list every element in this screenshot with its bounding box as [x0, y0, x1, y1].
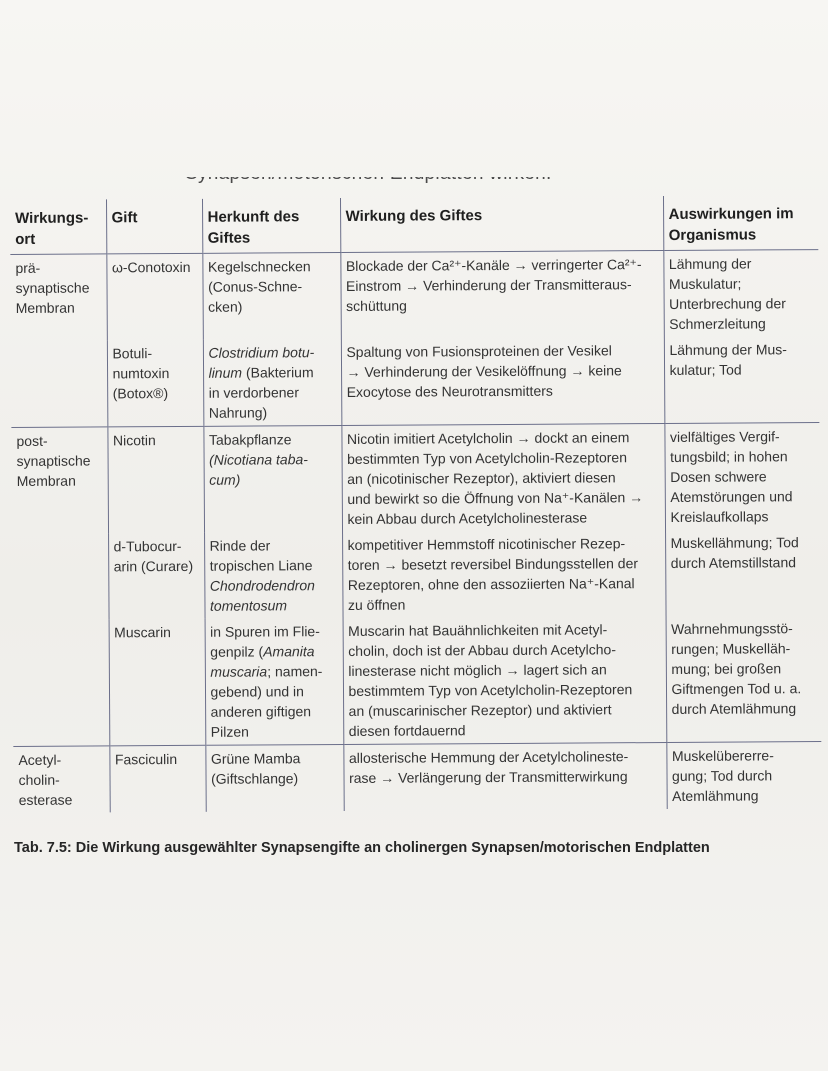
header-toxin: Gift [106, 199, 202, 254]
origin-cell: Tabakpflanze (Nicotiana taba- cum) [203, 425, 342, 532]
origin-cell: Grüne Mamba (Giftschlange) [205, 744, 343, 811]
effect-cell: allosterische Hemmung der Acetylcholineste- rase → Verlängerung der Transmitterwirkung [343, 743, 666, 811]
toxin-cell: Muscarin [109, 619, 206, 746]
origin-cell: Rinde der tropischen Liane Chondrodendron tomentosum [204, 532, 343, 619]
header-origin: Herkunft des Giftes [202, 198, 340, 253]
toxin-cell: Fasciculin [109, 745, 205, 812]
site-cell [12, 533, 109, 620]
site-cell: prä- synaptische Membran [15, 259, 90, 316]
site-cell: post- synaptische Membran [16, 432, 91, 489]
site-cell [13, 619, 110, 746]
header-impact: Auswirkungen im Organismus [663, 195, 818, 250]
table-header-row [10, 195, 818, 254]
effect-cell: Spaltung von Fusionsproteinen der Vesikel → Verhinderung der Vesikelöffnung → keine Exocytose des Neurotransmitters [341, 337, 665, 425]
site-cell [11, 340, 108, 427]
table-row [13, 615, 822, 746]
effect-cell: Muscarin hat Bauähnlichkeiten mit Acetyl- cholin, doch ist der Abbau durch Acetylcho- linesterase nicht möglich → lagert sich an bestimmtem Typ von Acetylcholin-Rezeptoren an (muscarinischer Rezeptor) und aktiviert diesen fortdauernd [343, 616, 667, 744]
toxin-cell: Nicotin [107, 426, 204, 533]
origin-cell: Kegelschnecken (Conus-Schne- cken) [202, 252, 341, 339]
origin-cell: in Spuren im Flie- genpilz (Amanita muscaria; namen- gebend) und in anderen giftigen Pilzen [205, 618, 344, 745]
effect-cell: Blockade der Ca²⁺-Kanäle → verringerter Ca²⁺- Einstrom → Verhinderung der Transmitteraus- schüttung [340, 251, 664, 339]
table-row [12, 529, 821, 620]
table-row [11, 336, 820, 427]
site-cell: Acetyl- cholin- esterase [18, 751, 73, 808]
impact-cell: Lähmung der Mus- kulatur; Tod [664, 336, 820, 423]
toxin-cell: ω-Conotoxin [106, 253, 203, 340]
header-effect: Wirkung des Giftes [340, 196, 663, 252]
table-caption: Tab. 7.5: Die Wirkung ausgewählter Synapsengifte an cholinergen Synapsen/motorischen Endplatten [14, 840, 710, 856]
impact-cell: vielfältiges Vergif- tungsbild; in hohen Dosen schwere Atemstörungen und Kreislaufkollaps [664, 423, 820, 530]
table-row [13, 742, 821, 813]
impact-cell: Muskelübererre- gung; Tod durch Atemlähmung [666, 742, 821, 809]
synapse-poison-table [10, 195, 822, 813]
header-site: Wirkungs- ort [10, 199, 106, 254]
impact-cell: Muskellähmung; Tod durch Atemstillstand [665, 529, 821, 616]
impact-cell: Wahrnehmungsstö- rungen; Muskelläh- mung; bei großen Giftmengen Tod u. a. durch Atemlähmung [666, 615, 822, 742]
origin-cell: Clostridium botu- linum (Bakterium in verdorbener Nahrung) [203, 339, 342, 426]
effect-cell: Nicotin imitiert Acetylcholin → dockt an einem bestimmten Typ von Acetylcholin-Rezeptoren an (nicotinischer Rezeptor), aktiviert diesen und bewirkt so die Öffnung von Na⁺-Kanälen → kein Abbau durch Acetylcholinesterase [341, 424, 665, 532]
effect-cell: kompetitiver Hemmstoff nicotinischer Rezep- toren → besetzt reversibel Bindungsstellen der Rezeptoren, ohne den assoziierten Na⁺-Kanal zu öffnen [342, 530, 666, 618]
table-row [11, 423, 820, 534]
table-row [10, 250, 819, 341]
toxin-cell: Botuli- numtoxin (Botox®) [107, 340, 204, 427]
toxin-cell: d-Tubocur- arin (Curare) [108, 533, 205, 620]
impact-cell: Lähmung der Muskulatur; Unterbrechung der Schmerzleitung [663, 250, 819, 337]
